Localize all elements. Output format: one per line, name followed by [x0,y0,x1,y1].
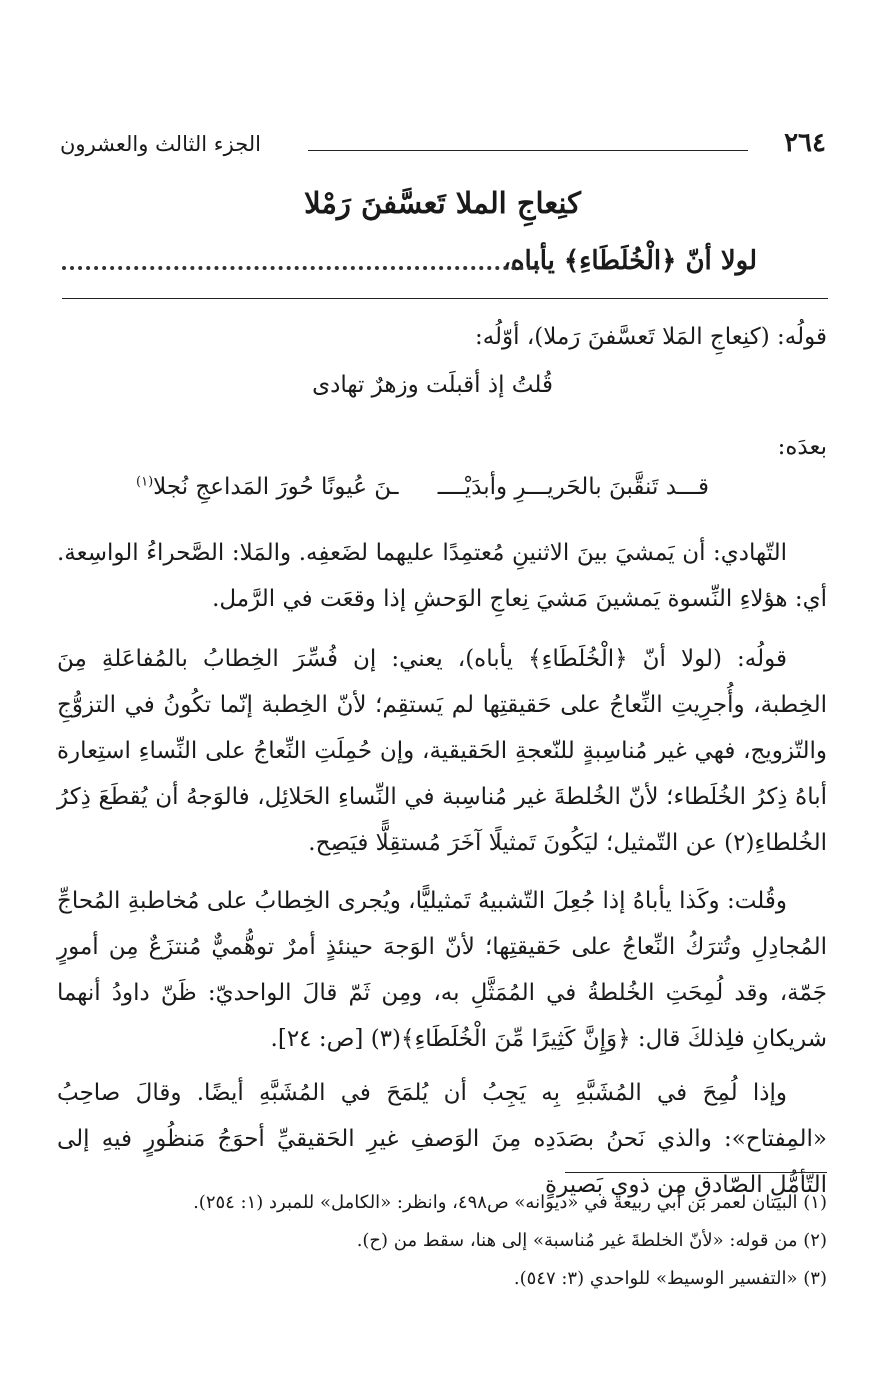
footnote-3: (٣) «التفسير الوسيط» للواحدي (٣: ٥٤٧). [513,1268,827,1289]
verse-left-text: ـنَ عُيونًا حُورَ المَداعجِ نُجلا [153,474,399,500]
paragraph-mifta: وإذا لُمِحَ في المُشَبَّهِ بِه يَجِبُ أن يُلمَحَ في المُشَبَّهِ أيضًا. وقالَ صاحِبُ «المِفتاح»: والذي نَحنُ بصَدَدِه مِنَ الوَصفِ غيرِ الحَقيقيِّ أحوَجُ مَنظُورٍ فيهِ إلى التّأمُّلِ الصّادقِ مِن ذوي بَصيرةٍ [57,1080,827,1198]
footnote-rule [565,1172,827,1173]
paragraph-qultu: وقُلت: وكَذا يأباهُ إذا جُعِلَ التّشبيهُ تَمثيليًّا، ويُجرى الخِطابُ على مُخاطبةِ المُحاجِّ المُجادِلِ وتُترَكُ النِّعاجُ على حَقيقتِها؛ لأنّ الوَجهَ حينئذٍ أمرٌ توهُّميٌّ مُنتزَعٌ مِن أمورٍ جَمّة، وقد لُمِحَتِ الخُلطةُ في المُمَثَّلِ به، ومِن ثَمّ قالَ الواحديّ: ظَنّ داودُ أنهما شريكانِ فلِذلكَ قال: ﴿وَإِنَّ كَثِيرًا مِّنَ الْخُلَطَاءِ﴾(٣) [ص: ٢٤]. [57,888,827,1052]
chapter-title: كنِعاجِ الملا تَعسَّفنَ رَمْلا [304,186,581,220]
running-header [60,128,826,168]
footnote-2: (٢) من قوله: «لأنّ الخلطةَ غير مُناسبة» إلى هنا، سقط من (ح). [356,1230,827,1251]
verse-left-hemistich [136,474,399,500]
lemma-rule [62,298,828,299]
part-title: الجزء الثالث والعشرون [60,132,261,156]
paragraph-intro: قولُه: (كنِعاجِ المَلا تَعسَّفنَ رَملا)، أوّلُه: [474,324,827,350]
verse-first-line: قُلتُ إذ أقبلَت وزهرٌ تهادى [312,372,553,398]
verse-right-hemistich: قـــد تَنقَّبنَ بالحَريـــرِ وأبدَيْــــ [437,474,709,500]
header-rule [308,150,748,151]
lemma-dotted-leader [62,266,540,270]
paragraph-tahadi: التّهادي: أن يَمشيَ بينَ الاثنينِ مُعتمِدًا عليهما لضَعفِه. والمَلا: الصَّحراءُ الواسِعة. أي: هؤلاءِ النِّسوة يَمشينَ مَشيَ نِعاجِ الوَحشِ إذا وقعَت في الرَّمل. [57,540,827,612]
lemma-heading: لولا أنّ ﴿الْخُلَطَاءِ﴾ يأباه، [502,246,757,276]
footnote-1: (١) البيتان لعمر بن أبي ربيعة في «ديوانه» ص٤٩٨، وانظر: «الكامل» للمبرد (١: ٢٥٤). [193,1192,827,1213]
footnote-ref-1: (١) [136,474,154,490]
page-number: ٢٦٤ [784,128,826,158]
paragraph-lawla: قولُه: (لولا أنّ ﴿الْخُلَطَاءِ﴾ يأباه)، يعني: إن فُسِّرَ الخِطابُ بالمُفاعَلةِ مِنَ الخِطبة، وأُجرِيتِ النِّعاجُ على حَقيقتِها لم يَستقِم؛ لأنّ الخِطبة إنّما تكُونُ في التزوُّجِ والتّزويج، فهي غير مُناسِبةٍ للنّعجةِ الحَقيقية، وإن حُمِلَتِ النِّعاجُ على النِّساءِ استِعارة أباهُ ذِكرُ الخُلَطاء؛ لأنّ الخُلطةَ غير مُناسِبة في النِّساءِ الحَلائِل، فالوَجهُ أن يُقطَعَ ذِكرُ الخُلطاءِ(٢) عن التّمثيل؛ ليَكُونَ تَمثيلًا آخَرَ مُستقِلًّا فيَصِح. [57,646,827,856]
paragraph-after: بعدَه: [777,434,827,460]
